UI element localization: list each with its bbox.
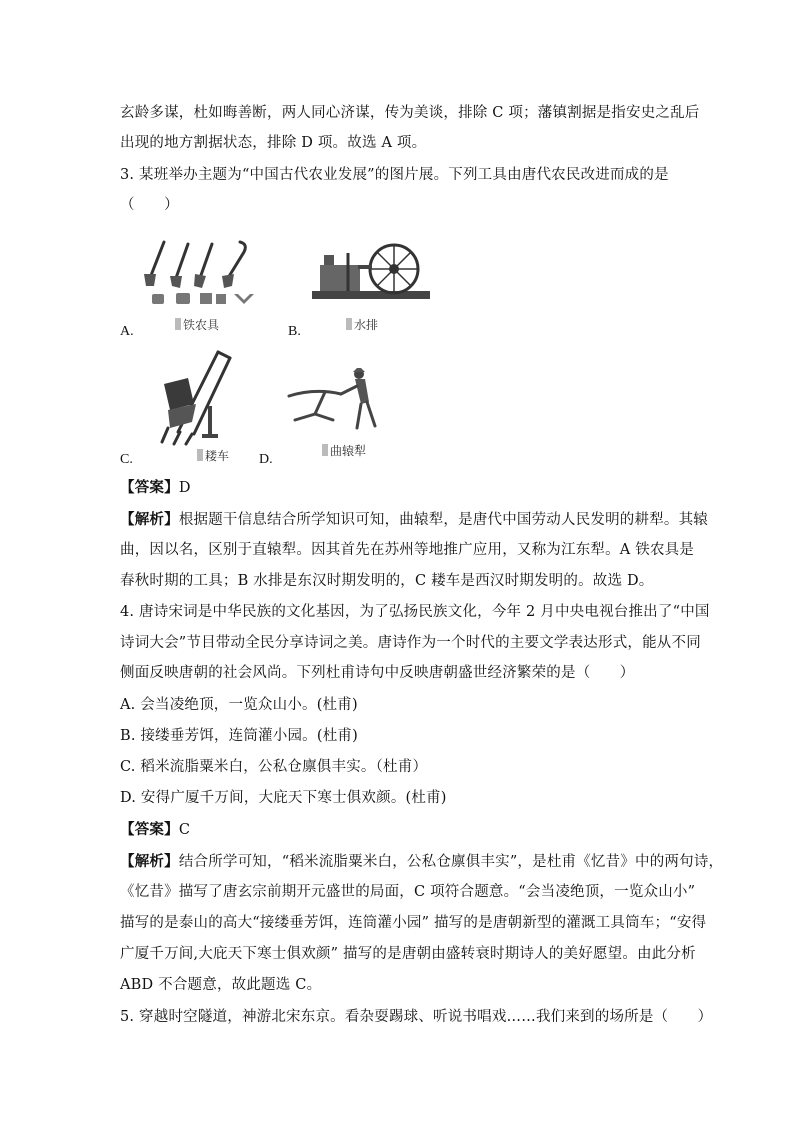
question-4-option-c: C. 稻米流脂粟米白，公私仓廪俱丰实。（杜甫） bbox=[120, 759, 428, 775]
option-a-letter: A. bbox=[120, 324, 134, 339]
caption-iron-tools: 铁农具 bbox=[175, 316, 219, 333]
seed-drill-icon bbox=[148, 348, 240, 446]
analysis-line: 广厦千万间,大庇天下寒士俱欢颜” 描写的是唐朝由盛转衰时期诗人的美好愿望。由此分析 bbox=[120, 946, 696, 962]
question-3-stem: 3. 某班举办主题为“中国古代农业发展”的图片展。下列工具由唐代农民改进而成的是 bbox=[120, 167, 669, 183]
caption-curved-plow: 曲辕犁 bbox=[322, 442, 366, 459]
analysis-line: 《忆昔》描写了唐玄宗前期开元盛世的局面，C 项符合题意。“会当凌绝顶，一览众山小” bbox=[120, 884, 696, 900]
question-4-stem: 侧面反映唐朝的社会风尚。下列杜甫诗句中反映唐朝盛世经济繁荣的是（ ） bbox=[120, 665, 635, 681]
answer-line: 【答案】C bbox=[120, 821, 191, 838]
option-b-letter: B. bbox=[288, 324, 301, 339]
question-5-stem: 5. 穿越时空隧道，神游北宋东京。看杂耍踢球、听说书唱戏……我们来到的场所是（ ） bbox=[120, 1009, 713, 1025]
text-line: 出现的地方割据状态，排除 D 项。故选 A 项。 bbox=[120, 135, 427, 151]
text-line: 玄龄多谋，杜如晦善断，两人同心济谋，传为美谈，排除 C 项；藩镇割据是指安史之乱后 bbox=[120, 105, 700, 121]
iron-farm-tools-icon bbox=[140, 238, 255, 313]
question-4-stem: 4. 唐诗宋词是中华民族的文化基因，为了弘扬民族文化，今年 2 月中央电视台推出了“中国 bbox=[120, 604, 710, 620]
analysis-line: 【解析】结合所学可知，“稻米流脂粟米白，公私仓廪俱丰实”，是杜甫《忆昔》中的两句诗， bbox=[120, 853, 724, 870]
analysis-line: 描写的是泰山的高大“接缕垂芳饵，连筒灌小园” 描写的是唐朝新型的灌溉工具筒车；“安得 bbox=[120, 915, 707, 931]
analysis-line: 【解析】根据题干信息结合所学知识可知，曲辕犁，是唐代中国劳动人民发明的耕犁。其辕 bbox=[120, 511, 709, 528]
option-c-letter: C. bbox=[120, 452, 133, 467]
water-bellows-icon bbox=[308, 235, 433, 305]
question-4-option-a: A. 会当凌绝顶，一览众山小。(杜甫) bbox=[120, 697, 358, 713]
question-3-bracket: （ ） bbox=[120, 197, 179, 213]
analysis-line: 春秋时期的工具；B 水排是东汉时期发明的，C 耧车是西汉时期发明的。故选 D。 bbox=[120, 573, 654, 589]
question-4-stem: 诗词大会”节目带动全民分享诗词之美。唐诗作为一个时代的主要文学表达形式，能从不同 bbox=[120, 635, 701, 651]
question-4-option-d: D. 安得广厦千万间，大庇天下寒士俱欢颜。(杜甫) bbox=[120, 790, 447, 806]
caption-seed-drill: 耧车 bbox=[197, 447, 229, 464]
curved-plow-icon bbox=[285, 368, 385, 432]
option-d-letter: D. bbox=[259, 452, 273, 467]
analysis-line: 曲，因以名，区别于直辕犁。因其首先在苏州等地推广应用，又称为江东犁。A 铁农具是 bbox=[120, 542, 695, 558]
answer-line: 【答案】D bbox=[120, 479, 191, 496]
question-4-option-b: B. 接缕垂芳饵，连筒灌小园。(杜甫) bbox=[120, 728, 358, 744]
caption-water-bellows: 水排 bbox=[346, 316, 378, 333]
analysis-line: ABD 不合题意，故此题选 C。 bbox=[120, 977, 322, 993]
